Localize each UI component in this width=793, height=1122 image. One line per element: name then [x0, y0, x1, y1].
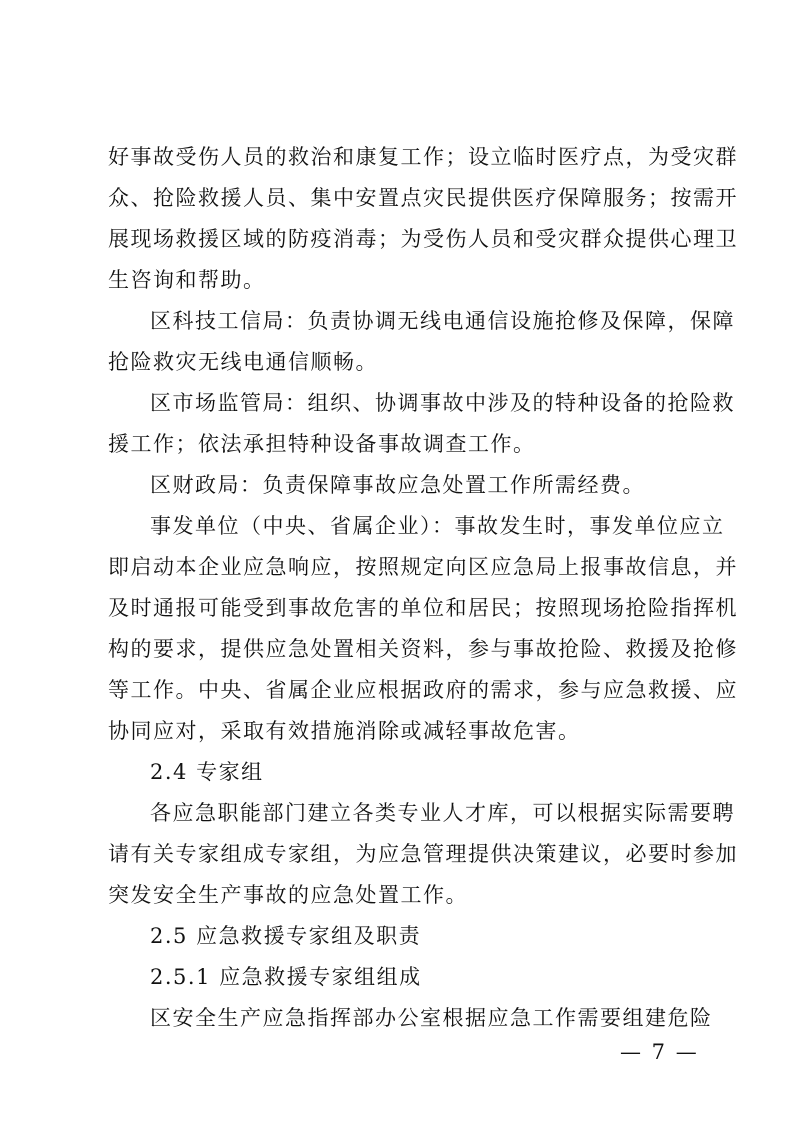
section-heading: 2.4 专家组 [150, 760, 264, 784]
paragraph-line: 等工作。中央、省属企业应根据政府的需求，参与应急救援、应 [108, 678, 738, 702]
paragraph-line: 事发单位（中央、省属企业）：事故发生时，事发单位应立 [150, 514, 725, 538]
paragraph-line: 展现场救援区域的防疫消毒；为受伤人员和受灾群众提供心理卫 [108, 227, 738, 251]
paragraph-line: 区安全生产应急指挥部办公室根据应急工作需要组建危险 [150, 1006, 713, 1030]
paragraph-line: 各应急职能部门建立各类专业人才库，可以根据实际需要聘 [150, 801, 735, 825]
paragraph-line: 突发安全生产事故的应急处置工作。 [108, 883, 468, 907]
paragraph-line: 区财政局：负责保障事故应急处置工作所需经费。 [150, 473, 645, 497]
paragraph-line: 构的要求，提供应急处置相关资料，参与事故抢险、救援及抢修 [108, 637, 738, 661]
paragraph-line: 众、抢险救援人员、集中安置点灾民提供医疗保障服务；按需开 [108, 186, 738, 210]
paragraph-line: 援工作；依法承担特种设备事故调查工作。 [108, 432, 536, 456]
page-number: — 7 — [620, 1040, 699, 1064]
paragraph-line: 及时通报可能受到事故危害的单位和居民；按照现场抢险指挥机 [108, 596, 738, 620]
section-heading: 2.5 应急救援专家组及职责 [150, 924, 422, 948]
subsection-heading: 2.5.1 应急救援专家组组成 [150, 965, 422, 989]
paragraph-line: 生咨询和帮助。 [108, 268, 266, 292]
paragraph-line: 区市场监管局：组织、协调事故中涉及的特种设备的抢险救 [150, 391, 735, 415]
paragraph-line: 抢险救灾无线电通信顺畅。 [108, 350, 378, 374]
paragraph-line: 即启动本企业应急响应，按照规定向区应急局上报事故信息，并 [108, 555, 738, 579]
paragraph-line: 好事故受伤人员的救治和康复工作；设立临时医疗点，为受灾群 [108, 145, 738, 169]
paragraph-line: 请有关专家组成专家组，为应急管理提供决策建议，必要时参加 [108, 842, 738, 866]
paragraph-line: 区科技工信局：负责协调无线电通信设施抢修及保障，保障 [150, 309, 735, 333]
paragraph-line: 协同应对，采取有效措施消除或减轻事故危害。 [108, 719, 581, 743]
